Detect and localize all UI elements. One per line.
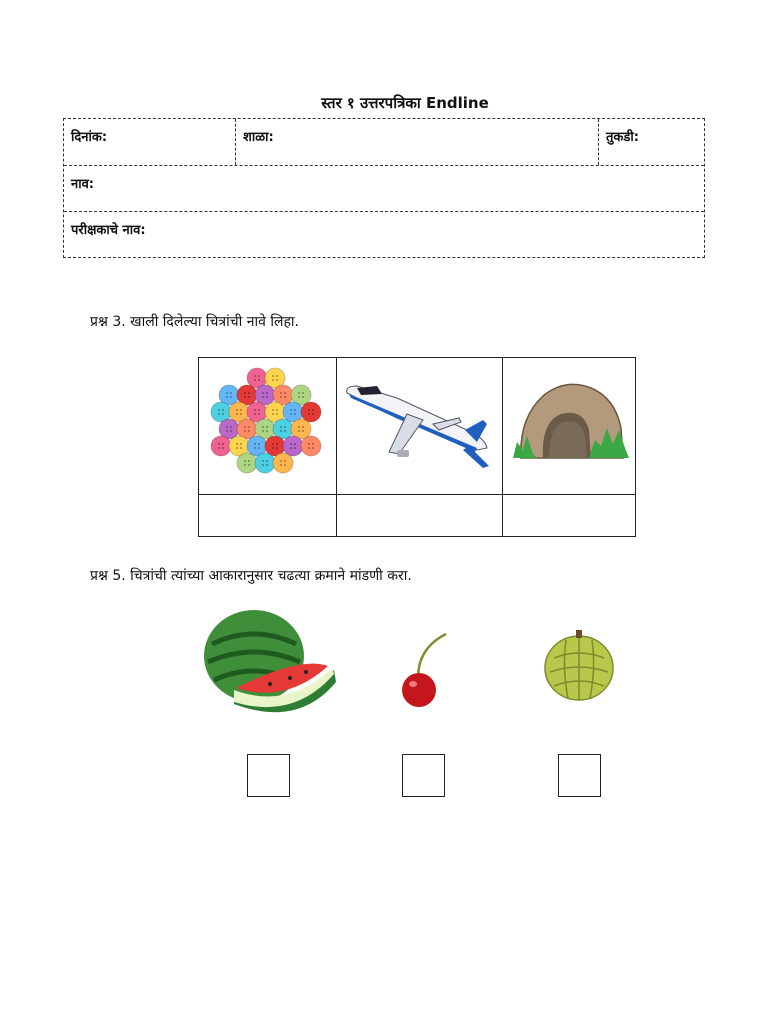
- buttons-picture-cell: [199, 358, 337, 495]
- date-field[interactable]: [64, 119, 236, 165]
- cave-picture-cell: [503, 358, 635, 495]
- division-field[interactable]: [599, 119, 705, 165]
- answer-cell-buttons[interactable]: [199, 495, 337, 536]
- custard-apple-icon: [542, 628, 618, 702]
- student-info-table: [63, 118, 705, 258]
- info-row-3: [64, 212, 704, 258]
- answer-cell-airplane[interactable]: [337, 495, 503, 536]
- airplane-icon: [337, 358, 501, 493]
- division-label: तुकडी:: [606, 130, 639, 145]
- buttons-icon: [199, 358, 335, 493]
- school-field[interactable]: [236, 119, 599, 165]
- order-box-watermelon[interactable]: [247, 754, 290, 797]
- watermelon-icon: [200, 604, 340, 728]
- answer-cell-cave[interactable]: [503, 495, 635, 536]
- info-row-2: [64, 166, 704, 212]
- airplane-picture-cell: [337, 358, 503, 495]
- question-3-picture-table: [198, 357, 636, 537]
- info-row-1: [64, 119, 704, 166]
- cherry-icon: [398, 628, 452, 710]
- cave-icon: [503, 358, 633, 493]
- question-3-text: प्रश्न 3. खाली दिलेल्या चित्रांची नावे लिहा.: [90, 314, 300, 330]
- examiner-field[interactable]: [64, 212, 704, 258]
- name-label: नाव:: [71, 177, 95, 192]
- order-box-custard-apple[interactable]: [558, 754, 601, 797]
- date-label: दिनांक:: [71, 130, 108, 145]
- school-label: शाळा:: [243, 130, 274, 145]
- order-box-cherry[interactable]: [402, 754, 445, 797]
- question-5-text: प्रश्न 5. चित्रांची त्यांच्या आकारानुसार चढत्या क्रमाने मांडणी करा.: [90, 568, 412, 584]
- examiner-label: परीक्षकाचे नाव:: [71, 223, 146, 238]
- name-field[interactable]: [64, 166, 704, 211]
- worksheet-title: स्तर १ उत्तरपत्रिका Endline: [321, 94, 489, 112]
